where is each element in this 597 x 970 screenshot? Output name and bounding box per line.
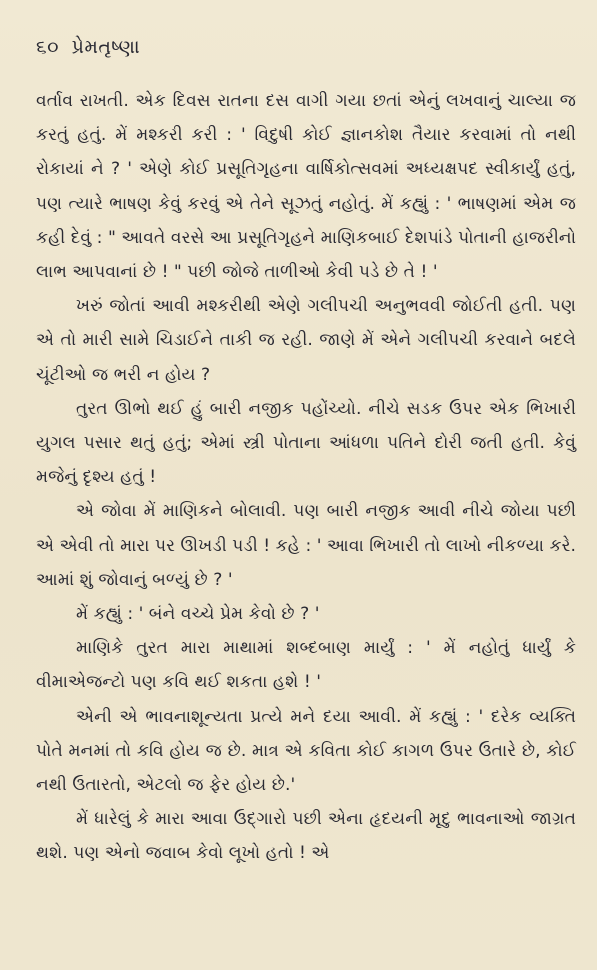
book-title: પ્રેમતૃષ્ણા [71, 36, 141, 58]
paragraph: એની એ ભાવનાશૂન્યતા પ્રત્યે મને દયા આવી. મેં કહ્યું : ' દરેક વ્યક્તિ પોતે મનમાં તો કવિ હોય જ છે. માત્ર એ કવિતા કોઈ કાગળ ઉપર ઉતારે છે, કોઈ નથી ઉતારતો, એટલો જ ફેર હોય છે.' [36, 706, 576, 796]
paragraph: મેં ધારેલું કે મારા આવા ઉદ્ગારો પછી એના હૃદયની મૃદુ ભાવનાઓ જાગ્રત થશે. પણ એનો જવાબ કેવો લૂખો હતો ! એ [36, 809, 576, 864]
paragraph: ખરું જોતાં આવી મશ્કરીથી એણે ગલીપચી અનુભવવી જોઈતી હતી. પણ એ તો મારી સામે ચિડાઈને તાકી જ રહી. જાણે મેં એને ગલીપચી કરવાને બદલે ચૂંટીઓ જ ભરી ન હોય ? [36, 296, 576, 385]
paragraph: માણિકે તુરત મારા માથામાં શબ્દબાણ માર્યું : ' મેં નહોતું ધાર્યું કે વીમાએજન્ટો પણ કવિ થઈ શકતા હશે ! ' [36, 638, 576, 693]
paragraph: વર્તાવ રાખતી. એક દિવસ રાતના દસ વાગી ગયા છતાં એનું લખવાનું ચાલ્યા જ કરતું હતું. મેં મશ્કરી કરી : ' વિદુષી કોઈ જ્ઞાનકોશ તૈયાર કરવામાં તો નથી રોકાયાં ને ? ' એણે કોઈ પ્રસૂતિગૃહના વાર્ષિકોત્સવમાં અધ્યક્ષપદ સ્વીકાર્યું હતું, પણ ત્યારે ભાષણ કેવું કરવું એ તેને સૂઝતું નહોતું. મેં કહ્યું : ' ભાષણમાં એમ જ કહી દેવું : " આવતે વરસે આ પ્રસૂતિગૃહને માણિકબાઈ દેશપાંડે પોતાની હાજરીનો લાભ આપવાનાં છે ! " પછી જોજે તાળીઓ કેવી પડે છે તે ! ' [36, 91, 576, 283]
paragraph: તુરત ઊભો થઈ હું બારી નજીક પહોંચ્યો. નીચે સડક ઉપર એક ભિખારી યુગલ પસાર થતું હતું; એમાં સ્ત્રી પોતાના આંધળા પતિને દોરી જતી હતી. કેવું મજેનું દૃશ્ય હતું ! [36, 398, 576, 488]
page-header [36, 36, 140, 58]
page-body [36, 84, 576, 871]
paragraph: મેં કહ્યું : ' બંને વચ્ચે પ્રેમ કેવો છે ? ' [76, 604, 320, 625]
paragraph: એ જોવા મેં માણિકને બોલાવી. પણ બારી નજીક આવી નીચે જોયા પછી એ એવી તો મારા પર ઊખડી પડી ! કહે : ' આવા ભિખારી તો લાખો નીકળ્યા કરે. આમાં શું જોવાનું બળ્યું છે ? ' [36, 501, 576, 590]
page-number: ૬૦ [36, 36, 60, 58]
